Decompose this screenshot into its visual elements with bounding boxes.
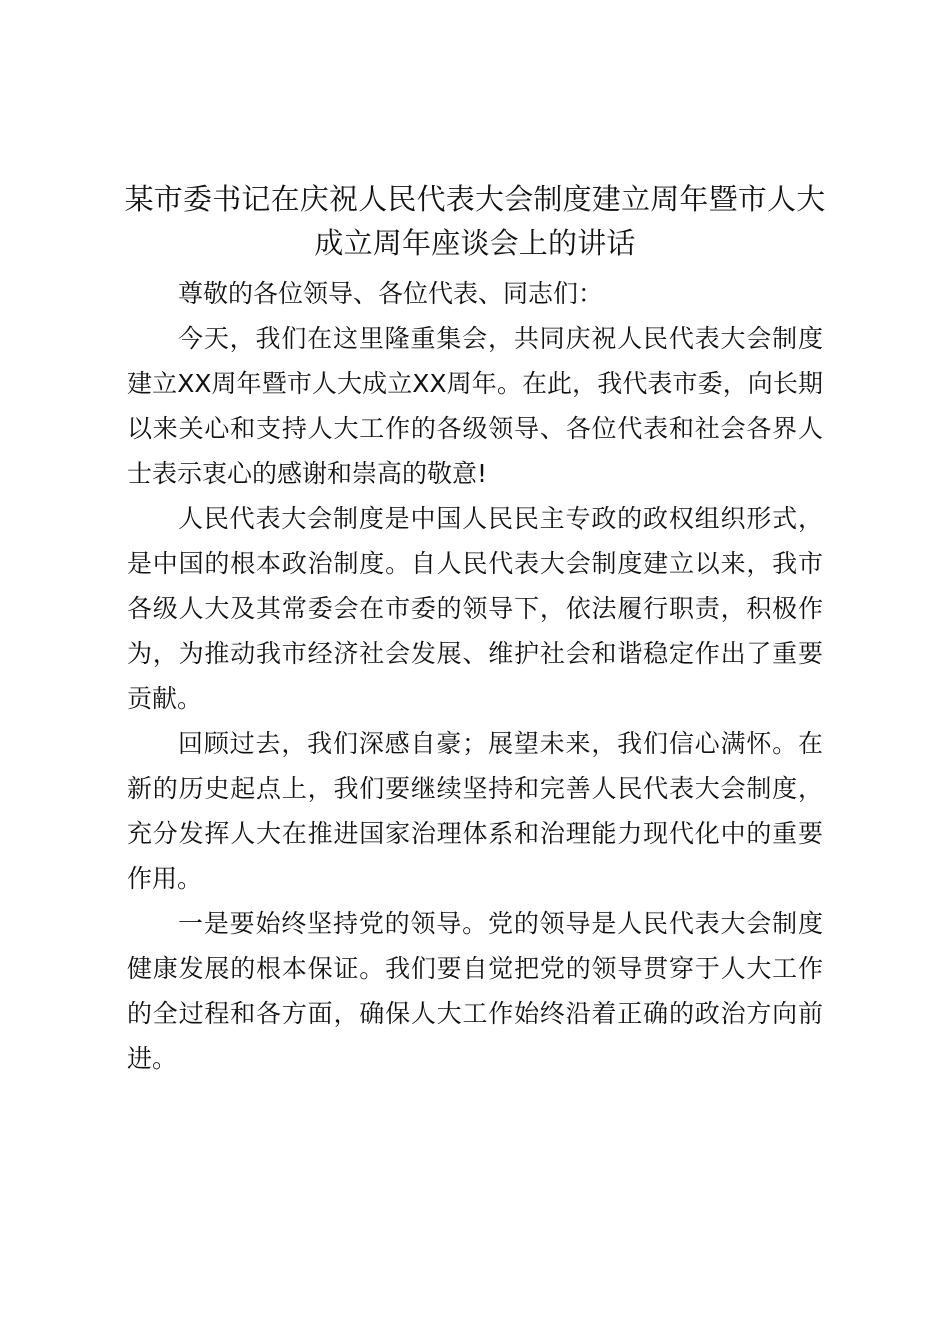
document-body [124, 177, 826, 1081]
paragraph-system: 人民代表大会制度是中国人民民主专政的政权组织形式，是中国的根本政治制度。自人民代表大会制度建立以来，我市各级人大及其常委会在市委的领导下，依法履行职责，积极作为，为推动我市经济社会发展、维护社会和谐稳定作出了重要贡献。 [127, 504, 823, 713]
document-title-line-1: 某市委书记在庆祝人民代表大会制度建立周年暨市人大 [124, 182, 826, 216]
paragraph-opening: 今天，我们在这里隆重集会，共同庆祝人民代表大会制度建立XX周年暨市人大成立XX周年。在此，我代表市委，向长期以来关心和支持人大工作的各级领导、各位代表和社会各界人士表示衷心的感谢和崇高的敬意! [127, 324, 823, 488]
paragraph-point-one: 一是要始终坚持党的领导。党的领导是人民代表大会制度健康发展的根本保证。我们要自觉把党的领导贯穿于人大工作的全过程和各方面，确保人大工作始终沿着正确的政治方向前进。 [127, 909, 823, 1073]
document-title-line-2: 成立周年座谈会上的讲话 [314, 226, 636, 260]
greeting: 尊敬的各位领导、各位代表、同志们： [178, 279, 604, 308]
document-title [124, 177, 826, 265]
paragraph-outlook: 回顾过去，我们深感自豪；展望未来，我们信心满怀。在新的历史起点上，我们要继续坚持和完善人民代表大会制度，充分发挥人大在推进国家治理体系和治理能力现代化中的重要作用。 [127, 729, 823, 893]
